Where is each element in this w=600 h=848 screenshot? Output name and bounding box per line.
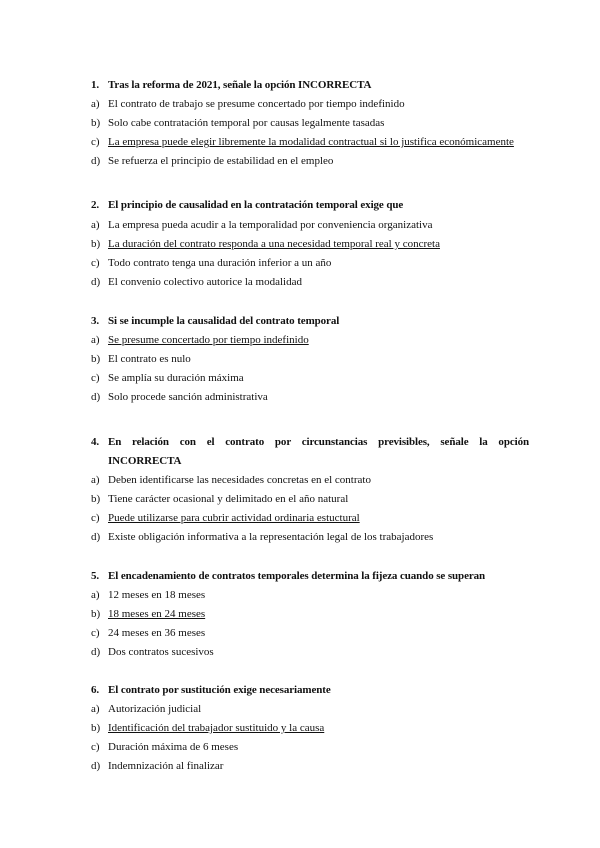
question-text: Tras la reforma de 2021, señale la opción INCORRECTA [108,79,372,91]
option-text: Autorización judicial [108,703,202,715]
option-text: Existe obligación informativa a la representación legal de los trabajadores [108,531,434,543]
question-6-option-a [91,702,531,716]
option-text-correct: Puede utilizarse para cubrir actividad ordinaria estuctural [108,512,360,524]
question-6-title [91,681,529,700]
question-number: 1. [91,79,100,91]
option-text: Se amplía su duración máxima [108,372,244,384]
question-1-option-a [91,97,531,111]
question-1-option-c [91,135,531,149]
option-text: Indemnización al finalizar [108,760,224,772]
option-text: Duración máxima de 6 meses [108,741,239,753]
option-letter: a) [91,589,100,601]
question-5-option-a [91,588,531,602]
question-4-option-c [91,511,531,525]
question-1-option-d [91,154,531,168]
question-3-option-a [91,333,531,347]
option-letter: b) [91,493,101,505]
option-letter: a) [91,334,100,346]
option-letter: c) [91,257,100,269]
option-letter: b) [91,608,101,620]
question-4-title [91,433,529,452]
option-text-correct: La duración del contrato responda a una necesidad temporal real y concreta [108,238,440,250]
question-3-title [91,312,529,331]
option-letter: a) [91,98,100,110]
option-letter: b) [91,238,101,250]
question-4-option-b [91,492,531,506]
option-text: Tiene carácter ocasional y delimitado en el año natural [108,493,349,505]
option-letter: d) [91,276,101,288]
option-text: Todo contrato tenga una duración inferior a un año [108,257,332,269]
question-6-option-d [91,759,531,773]
option-letter: b) [91,353,101,365]
question-6-option-b [91,721,531,735]
question-3-option-b [91,352,531,366]
option-text: Se refuerza el principio de estabilidad en el empleo [108,155,334,167]
question-text: El encadenamiento de contratos temporales determina la fijeza cuando se superan [108,570,486,582]
option-letter: b) [91,117,101,129]
question-text-line1: En relación con el contrato por circunstancias previsibles, señale la opción [108,436,529,448]
option-letter: d) [91,646,101,658]
option-letter: c) [91,512,100,524]
question-5-option-d [91,645,531,659]
question-2-option-c [91,256,531,270]
option-text: El contrato de trabajo se presume concertado por tiempo indefinido [108,98,405,110]
option-text: Solo procede sanción administrativa [108,391,268,403]
option-letter: c) [91,741,100,753]
option-text: 12 meses en 18 meses [108,589,206,601]
option-text-correct: Identificación del trabajador sustituido y la causa [108,722,325,734]
option-text: La empresa pueda acudir a la temporalidad por conveniencia organizativa [108,219,433,231]
question-4-title-line2 [91,452,529,471]
option-text: Solo cabe contratación temporal por causas legalmente tasadas [108,117,385,129]
question-5-option-c [91,626,531,640]
option-text: Deben identificarse las necesidades concretas en el contrato [108,474,371,486]
option-letter: a) [91,474,100,486]
option-text: El convenio colectivo autorice la modalidad [108,276,302,288]
question-2-title [91,196,529,215]
option-text-correct: 18 meses en 24 meses [108,608,206,620]
option-letter: a) [91,703,100,715]
option-letter: d) [91,760,101,772]
question-3-option-d [91,390,531,404]
option-letter: c) [91,627,100,639]
question-5-title [91,567,529,586]
question-1-title [91,76,529,95]
question-number: 2. [91,199,100,211]
question-2-option-d [91,275,531,289]
option-text-correct: Se presume concertado por tiempo indefinido [108,334,309,346]
option-text: Dos contratos sucesivos [108,646,214,658]
option-letter: d) [91,155,101,167]
option-text: 24 meses en 36 meses [108,627,206,639]
option-letter: d) [91,531,101,543]
option-letter: b) [91,722,101,734]
question-text: El principio de causalidad en la contratación temporal exige que [108,199,404,211]
question-text: El contrato por sustitución exige necesariamente [108,684,331,696]
option-text: El contrato es nulo [108,353,191,365]
question-number: 3. [91,315,100,327]
question-4-option-d [91,530,531,544]
question-1-option-b [91,116,531,130]
question-6-option-c [91,740,531,754]
question-number: 4. [91,436,100,448]
option-letter: a) [91,219,100,231]
question-number: 5. [91,570,100,582]
question-2-option-a [91,218,531,232]
option-text-correct: La empresa puede elegir libremente la modalidad contractual si lo justifica económicamente [108,136,514,148]
question-number: 6. [91,684,100,696]
option-letter: c) [91,136,100,148]
question-3-option-c [91,371,531,385]
option-letter: c) [91,372,100,384]
option-letter: d) [91,391,101,403]
question-2-option-b [91,237,531,251]
question-5-option-b [91,607,531,621]
question-text: Si se incumple la causalidad del contrato temporal [108,315,340,327]
question-text-line2: INCORRECTA [108,455,182,467]
question-4-option-a [91,473,531,487]
